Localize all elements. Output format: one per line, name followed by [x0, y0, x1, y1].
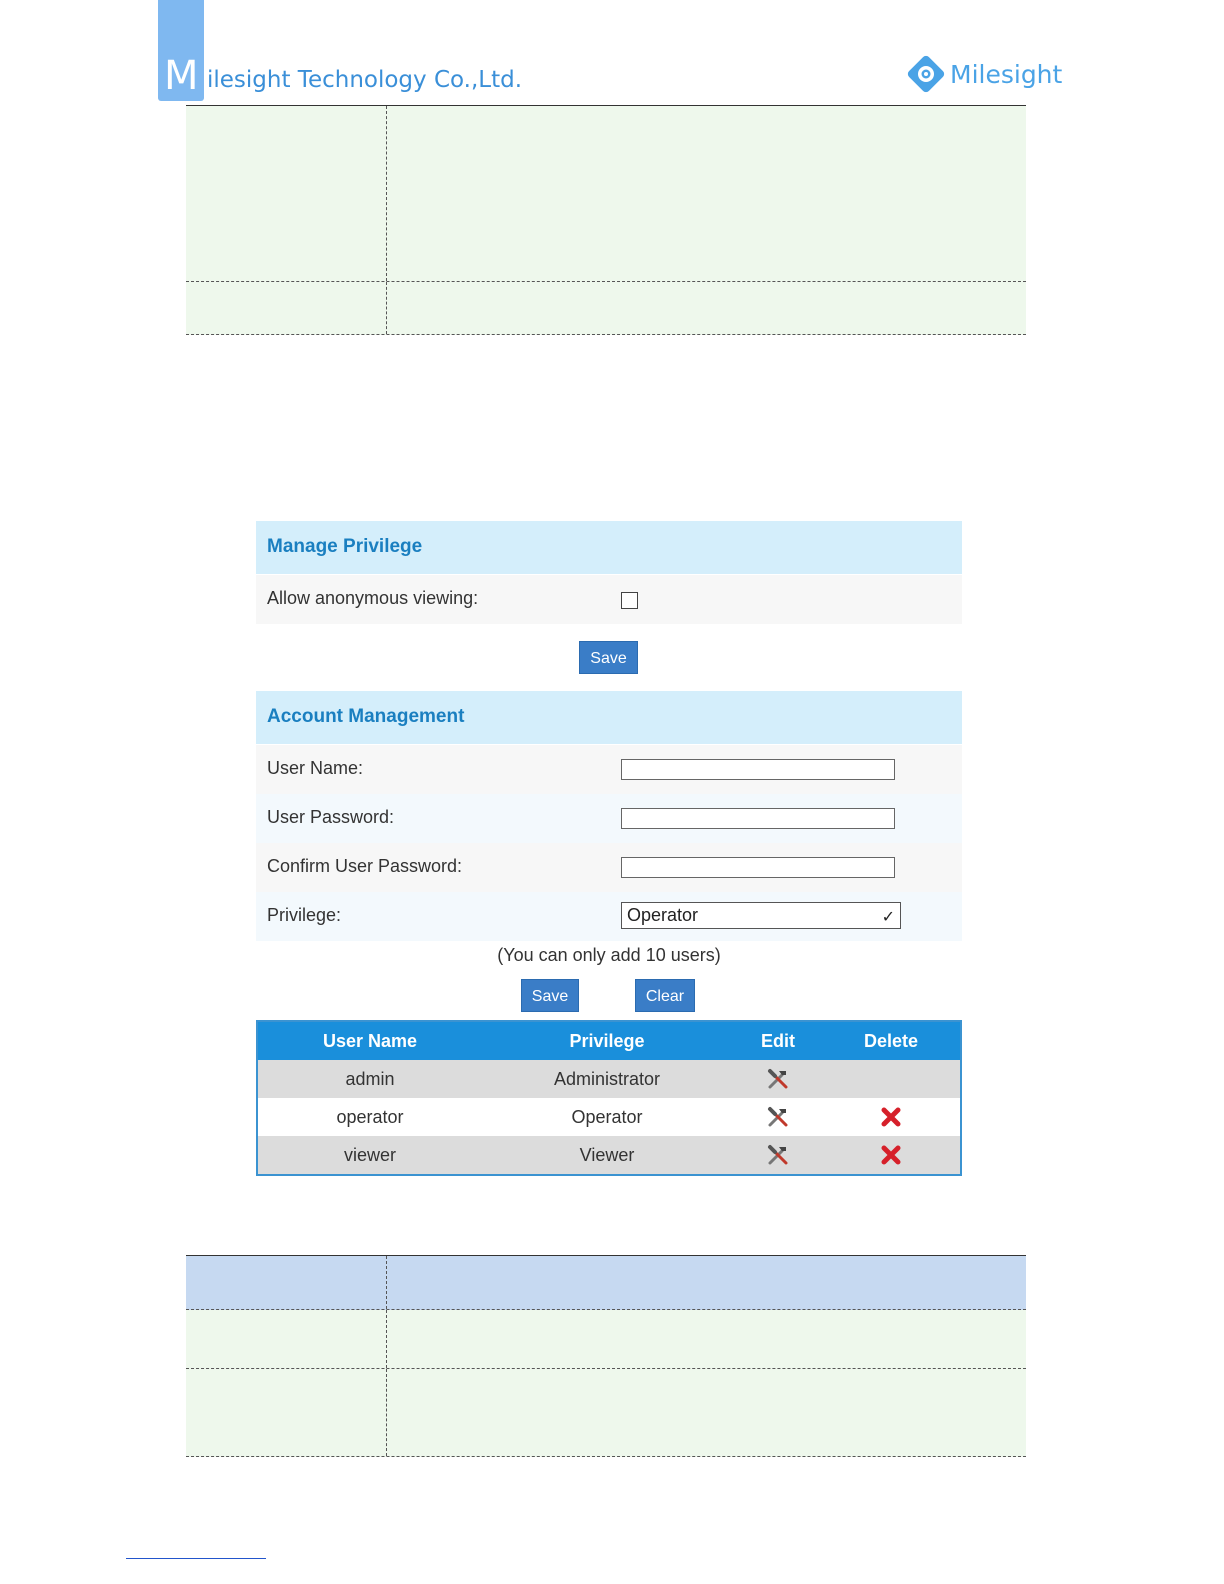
confirm-password-row [256, 843, 962, 892]
confirm-password-label: Confirm User Password: [267, 856, 463, 876]
user-password-input[interactable] [621, 808, 895, 829]
doc-table-row [186, 282, 1026, 335]
anonymous-viewing-row [256, 575, 962, 624]
user-name-cell: viewer [343, 1145, 397, 1165]
column-header-edit: Edit [761, 1031, 795, 1051]
account-management-title: Account Management [267, 706, 465, 727]
user-name-input[interactable] [621, 759, 895, 780]
delete-x-icon[interactable] [879, 1143, 903, 1167]
user-limit-note: (You can only add 10 users) [497, 945, 721, 965]
user-name-row [256, 745, 962, 794]
table-row [258, 1060, 960, 1098]
column-header-privilege: Privilege [569, 1031, 645, 1051]
column-header-delete: Delete [863, 1031, 919, 1051]
chevron-down-icon: ✓ [881, 909, 895, 926]
doc-table-row [186, 1310, 1026, 1369]
account-clear-button[interactable]: Clear [635, 979, 695, 1012]
edit-tools-icon[interactable] [766, 1067, 790, 1091]
doc-table-cell [186, 1310, 387, 1368]
privilege-cell: Operator [571, 1107, 643, 1127]
anonymous-viewing-label: Allow anonymous viewing: [267, 588, 479, 608]
user-password-label: User Password: [267, 807, 395, 827]
company-name: ilesight Technology Co.,Ltd. [207, 67, 523, 93]
table-row [258, 1098, 960, 1136]
privilege-cell: Viewer [579, 1145, 635, 1165]
table-row [258, 1136, 960, 1174]
edit-tools-icon[interactable] [766, 1105, 790, 1129]
milesight-diamond-icon [904, 52, 948, 96]
account-save-button[interactable]: Save [521, 979, 579, 1012]
user-name-label: User Name: [267, 758, 364, 778]
manage-privilege-header [256, 521, 962, 574]
doc-table-bottom [186, 1255, 1026, 1256]
privilege-save-button[interactable]: Save [579, 641, 638, 674]
doc-table-cell [186, 106, 387, 281]
doc-table-cell [186, 282, 387, 334]
column-header-user-name: User Name [322, 1031, 418, 1051]
footer-link-underline [126, 1558, 266, 1559]
doc-table-header-row [186, 1256, 1026, 1310]
account-management-header [256, 691, 962, 744]
confirm-password-input[interactable] [621, 857, 895, 878]
doc-table-cell [186, 1369, 387, 1456]
user-table-header [258, 1022, 960, 1060]
user-name-cell: admin [345, 1069, 395, 1089]
user-name-cell: operator [336, 1107, 404, 1127]
privilege-cell: Administrator [553, 1069, 661, 1089]
privilege-selected-value: Operator [627, 905, 699, 925]
delete-x-icon[interactable] [879, 1105, 903, 1129]
manage-privilege-title: Manage Privilege [267, 536, 423, 557]
privilege-label: Privilege: [267, 905, 342, 925]
privilege-row [256, 892, 962, 941]
edit-tools-icon[interactable] [766, 1143, 790, 1167]
brand-name: Milesight [950, 60, 1063, 89]
privilege-select[interactable] [621, 902, 901, 929]
user-table [256, 1020, 962, 1176]
anonymous-viewing-checkbox[interactable] [621, 592, 638, 609]
doc-table-row [186, 106, 1026, 282]
doc-table-row [186, 1369, 1026, 1457]
user-password-row [256, 794, 962, 843]
doc-table-cell [186, 1256, 387, 1309]
header-initial: M [164, 53, 199, 99]
